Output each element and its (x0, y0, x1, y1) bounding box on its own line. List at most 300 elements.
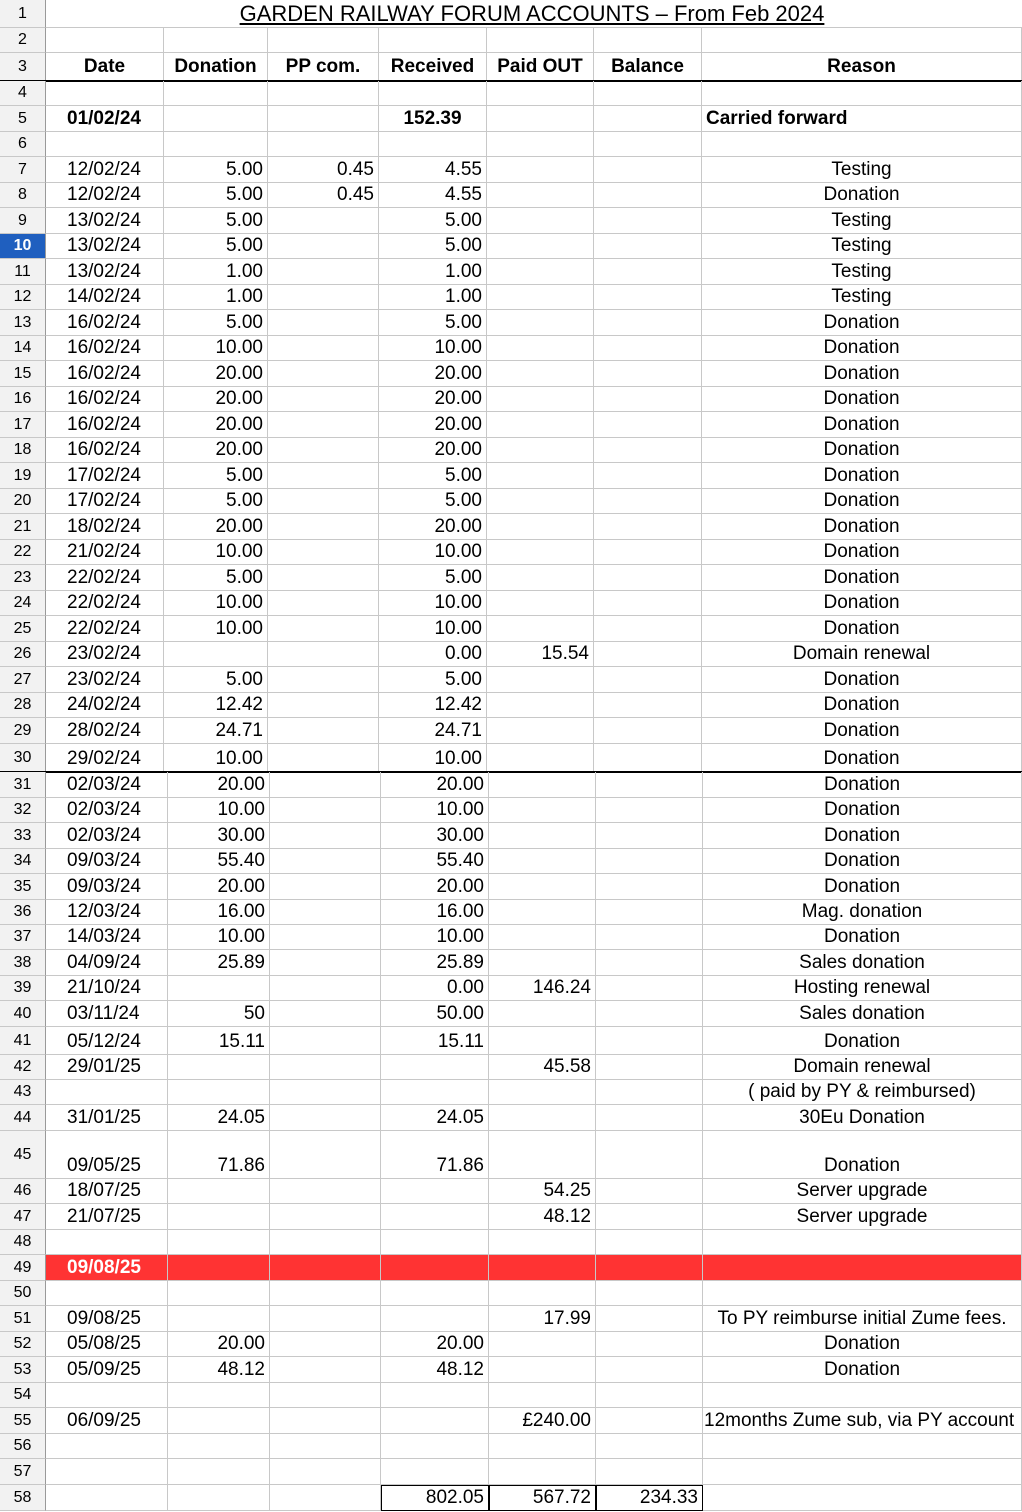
cell-date[interactable]: 06/09/25 (46, 1408, 168, 1434)
row-header[interactable]: 18 (0, 438, 46, 463)
row-header[interactable]: 44 (0, 1105, 46, 1131)
cell-pp-com[interactable] (268, 514, 379, 540)
cell-reason[interactable]: Donation (703, 1027, 1022, 1055)
cell-donation[interactable]: 12.42 (164, 693, 268, 718)
cell-received[interactable]: 10.00 (379, 591, 487, 616)
cell-paid-out[interactable]: 17.99 (489, 1306, 596, 1332)
cell-donation[interactable] (164, 81, 268, 106)
cell-date[interactable]: 28/02/24 (46, 718, 164, 744)
cell-reason[interactable]: Carried forward (702, 106, 1022, 132)
cell-received[interactable] (381, 1204, 489, 1230)
cell-date[interactable]: 14/02/24 (46, 285, 164, 310)
cell-pp-com[interactable] (268, 132, 379, 157)
row-header[interactable]: 21 (0, 514, 46, 540)
cell-balance[interactable] (594, 616, 702, 642)
cell-pp-com[interactable] (270, 925, 381, 950)
cell-date[interactable]: 16/02/24 (46, 438, 164, 463)
cell-donation[interactable]: 20.00 (168, 772, 270, 798)
row-header[interactable]: 22 (0, 540, 46, 565)
cell-paid-out[interactable] (489, 925, 596, 950)
cell-date[interactable]: 16/02/24 (46, 310, 164, 336)
row-header[interactable]: 52 (0, 1332, 46, 1357)
row-header[interactable]: 49 (0, 1255, 46, 1281)
cell-pp-com[interactable]: 0.45 (268, 183, 379, 208)
cell-donation[interactable]: 20.00 (164, 412, 268, 438)
cell-date[interactable]: 17/02/24 (46, 463, 164, 489)
cell-pp-com[interactable] (270, 1027, 381, 1055)
cell-paid-out[interactable] (489, 1383, 596, 1408)
cell-reason[interactable]: Donation (702, 565, 1022, 591)
cell-pp-com[interactable] (270, 1408, 381, 1434)
cell-received[interactable] (381, 1080, 489, 1105)
cell-balance[interactable] (594, 0, 702, 28)
cell-paid-out[interactable] (487, 718, 594, 744)
cell-reason[interactable]: Donation (702, 387, 1022, 412)
cell-date[interactable]: 16/02/24 (46, 361, 164, 387)
cell-pp-com[interactable] (268, 336, 379, 361)
cell-donation[interactable]: 10.00 (168, 925, 270, 950)
cell-pp-com[interactable] (268, 285, 379, 310)
cell-received[interactable]: 10.00 (379, 744, 487, 772)
cell-received[interactable]: 10.00 (379, 336, 487, 361)
cell-received[interactable]: 20.00 (379, 412, 487, 438)
row-header[interactable]: 50 (0, 1281, 46, 1306)
cell-pp-com[interactable] (268, 0, 379, 28)
cell-balance[interactable] (594, 591, 702, 616)
row-header[interactable]: 4 (0, 81, 46, 106)
row-header[interactable]: 31 (0, 772, 46, 798)
cell-received[interactable]: 802.05 (381, 1485, 489, 1511)
cell-balance[interactable] (594, 28, 702, 53)
row-header[interactable]: 19 (0, 463, 46, 489)
cell-balance[interactable] (594, 387, 702, 412)
cell-paid-out[interactable] (489, 1281, 596, 1306)
cell-date[interactable] (46, 1485, 168, 1511)
cell-reason[interactable]: Testing (702, 259, 1022, 285)
cell-date[interactable]: 04/09/24 (46, 950, 168, 976)
cell-donation[interactable] (168, 1408, 270, 1434)
cell-pp-com[interactable] (270, 1204, 381, 1230)
cell-donation[interactable] (164, 0, 268, 28)
row-header[interactable]: 20 (0, 489, 46, 514)
cell-paid-out[interactable] (489, 1434, 596, 1459)
cell-donation[interactable] (168, 1434, 270, 1459)
cell-balance[interactable] (594, 489, 702, 514)
cell-date[interactable] (46, 1080, 168, 1105)
row-header[interactable]: 36 (0, 900, 46, 925)
cell-paid-out[interactable] (489, 1255, 596, 1281)
cell-paid-out[interactable] (487, 259, 594, 285)
cell-date[interactable]: 24/02/24 (46, 693, 164, 718)
cell-paid-out[interactable] (489, 1001, 596, 1027)
cell-paid-out[interactable] (487, 157, 594, 183)
cell-paid-out[interactable] (489, 849, 596, 874)
cell-reason[interactable] (703, 1485, 1022, 1511)
cell-reason[interactable]: Donation (702, 183, 1022, 208)
cell-date[interactable]: 23/02/24 (46, 642, 164, 667)
cell-paid-out[interactable]: 146.24 (489, 976, 596, 1001)
cell-donation[interactable] (168, 1306, 270, 1332)
cell-reason[interactable]: Domain renewal (703, 1055, 1022, 1080)
cell-reason[interactable]: Donation (702, 540, 1022, 565)
row-header[interactable]: 40 (0, 1001, 46, 1027)
cell-date[interactable] (46, 0, 164, 28)
cell-pp-com[interactable] (270, 798, 381, 823)
cell-date[interactable]: Date (46, 53, 164, 81)
cell-paid-out[interactable] (487, 565, 594, 591)
cell-date[interactable]: 12/02/24 (46, 183, 164, 208)
cell-date[interactable]: 31/01/25 (46, 1105, 168, 1131)
cell-donation[interactable] (168, 1383, 270, 1408)
cell-balance[interactable] (594, 540, 702, 565)
cell-donation[interactable] (164, 132, 268, 157)
row-header[interactable]: 13 (0, 310, 46, 336)
cell-paid-out[interactable] (487, 0, 594, 28)
cell-received[interactable]: 5.00 (379, 667, 487, 693)
cell-balance[interactable] (596, 1332, 703, 1357)
cell-balance[interactable] (594, 412, 702, 438)
cell-received[interactable]: 55.40 (381, 849, 489, 874)
cell-reason[interactable]: Donation (702, 667, 1022, 693)
cell-balance[interactable] (596, 1383, 703, 1408)
cell-pp-com[interactable] (270, 1281, 381, 1306)
cell-balance[interactable] (594, 514, 702, 540)
row-header[interactable]: 6 (0, 132, 46, 157)
cell-reason[interactable] (702, 0, 1022, 28)
cell-reason[interactable]: Donation (703, 1357, 1022, 1383)
cell-paid-out[interactable]: 45.58 (489, 1055, 596, 1080)
cell-paid-out[interactable] (487, 463, 594, 489)
cell-balance[interactable]: Balance (594, 53, 702, 81)
cell-balance[interactable] (596, 1001, 703, 1027)
cell-paid-out[interactable] (487, 489, 594, 514)
cell-donation[interactable] (168, 1255, 270, 1281)
row-header[interactable]: 5 (0, 106, 46, 132)
cell-date[interactable]: 02/03/24 (46, 823, 168, 849)
row-header[interactable]: 56 (0, 1434, 46, 1459)
cell-date[interactable]: 21/10/24 (46, 976, 168, 1001)
cell-balance[interactable] (594, 106, 702, 132)
cell-balance[interactable] (596, 1105, 703, 1131)
cell-paid-out[interactable]: £240.00 (489, 1408, 596, 1434)
cell-donation[interactable]: 10.00 (164, 540, 268, 565)
cell-balance[interactable] (594, 667, 702, 693)
cell-received[interactable]: 20.00 (381, 874, 489, 900)
cell-pp-com[interactable] (268, 718, 379, 744)
cell-date[interactable]: 09/08/25 (46, 1306, 168, 1332)
cell-reason[interactable]: Donation (702, 412, 1022, 438)
cell-balance[interactable] (594, 81, 702, 106)
cell-pp-com[interactable] (270, 1255, 381, 1281)
cell-paid-out[interactable] (487, 540, 594, 565)
cell-pp-com[interactable] (270, 823, 381, 849)
cell-balance[interactable] (596, 1281, 703, 1306)
cell-date[interactable]: 09/08/25 (46, 1255, 168, 1281)
cell-received[interactable]: 1.00 (379, 259, 487, 285)
cell-balance[interactable] (596, 1027, 703, 1055)
cell-reason[interactable]: Donation (703, 849, 1022, 874)
cell-date[interactable]: 18/07/25 (46, 1179, 168, 1204)
cell-date[interactable] (46, 28, 164, 53)
cell-balance[interactable] (596, 1080, 703, 1105)
cell-pp-com[interactable] (270, 849, 381, 874)
cell-received[interactable]: 20.00 (379, 514, 487, 540)
row-header[interactable]: 37 (0, 925, 46, 950)
cell-reason[interactable]: Donation (703, 823, 1022, 849)
cell-reason[interactable]: Sales donation (703, 1001, 1022, 1027)
cell-received[interactable]: 0.00 (379, 642, 487, 667)
row-header[interactable]: 10 (0, 234, 46, 259)
cell-received[interactable]: 50.00 (381, 1001, 489, 1027)
cell-date[interactable]: 29/02/24 (46, 744, 164, 772)
cell-reason[interactable] (703, 1383, 1022, 1408)
cell-paid-out[interactable] (487, 591, 594, 616)
cell-received[interactable] (381, 1459, 489, 1485)
cell-paid-out[interactable] (487, 693, 594, 718)
cell-balance[interactable] (594, 463, 702, 489)
cell-pp-com[interactable] (268, 259, 379, 285)
cell-reason[interactable]: Testing (702, 208, 1022, 234)
row-header[interactable]: 39 (0, 976, 46, 1001)
cell-donation[interactable]: 5.00 (164, 234, 268, 259)
cell-date[interactable]: 05/08/25 (46, 1332, 168, 1357)
cell-pp-com[interactable] (270, 1179, 381, 1204)
cell-reason[interactable]: Donation (702, 514, 1022, 540)
cell-pp-com[interactable] (270, 1055, 381, 1080)
cell-reason[interactable]: To PY reimburse initial Zume fees. (703, 1306, 1022, 1332)
cell-reason[interactable]: Sales donation (703, 950, 1022, 976)
cell-received[interactable] (379, 28, 487, 53)
row-header[interactable]: 53 (0, 1357, 46, 1383)
cell-paid-out[interactable] (489, 1332, 596, 1357)
cell-balance[interactable] (596, 823, 703, 849)
cell-reason[interactable]: Testing (702, 157, 1022, 183)
cell-received[interactable] (381, 1408, 489, 1434)
cell-donation[interactable] (168, 1459, 270, 1485)
cell-paid-out[interactable] (489, 950, 596, 976)
cell-donation[interactable]: 15.11 (168, 1027, 270, 1055)
row-header[interactable]: 1 (0, 0, 46, 28)
cell-date[interactable]: 17/02/24 (46, 489, 164, 514)
cell-paid-out[interactable] (487, 412, 594, 438)
row-header[interactable]: 15 (0, 361, 46, 387)
cell-donation[interactable]: 1.00 (164, 259, 268, 285)
cell-reason[interactable]: Donation (702, 744, 1022, 772)
cell-received[interactable] (381, 1230, 489, 1255)
cell-received[interactable]: 5.00 (379, 565, 487, 591)
cell-paid-out[interactable] (489, 900, 596, 925)
cell-pp-com[interactable] (268, 28, 379, 53)
cell-balance[interactable] (594, 744, 702, 772)
cell-pp-com[interactable] (270, 1459, 381, 1485)
cell-received[interactable] (381, 1179, 489, 1204)
cell-balance[interactable] (596, 925, 703, 950)
cell-pp-com[interactable] (270, 1080, 381, 1105)
cell-balance[interactable] (594, 132, 702, 157)
cell-date[interactable] (46, 1230, 168, 1255)
cell-date[interactable]: 02/03/24 (46, 772, 168, 798)
cell-reason[interactable]: Donation (702, 336, 1022, 361)
cell-pp-com[interactable] (268, 616, 379, 642)
row-header[interactable]: 48 (0, 1230, 46, 1255)
row-header[interactable]: 41 (0, 1027, 46, 1055)
cell-date[interactable]: 05/09/25 (46, 1357, 168, 1383)
cell-date[interactable]: 03/11/24 (46, 1001, 168, 1027)
cell-donation[interactable]: 20.00 (164, 438, 268, 463)
cell-balance[interactable] (596, 976, 703, 1001)
cell-received[interactable]: 5.00 (379, 489, 487, 514)
cell-reason[interactable]: Domain renewal (702, 642, 1022, 667)
cell-balance[interactable] (596, 950, 703, 976)
cell-received[interactable]: 20.00 (379, 387, 487, 412)
cell-pp-com[interactable] (268, 438, 379, 463)
cell-balance[interactable] (596, 1357, 703, 1383)
cell-donation[interactable]: 24.71 (164, 718, 268, 744)
cell-received[interactable]: 48.12 (381, 1357, 489, 1383)
cell-pp-com[interactable] (270, 1001, 381, 1027)
cell-balance[interactable] (596, 900, 703, 925)
cell-date[interactable]: 09/03/24 (46, 849, 168, 874)
row-header[interactable]: 43 (0, 1080, 46, 1105)
cell-donation[interactable]: 10.00 (164, 616, 268, 642)
row-header[interactable]: 29 (0, 718, 46, 744)
cell-reason[interactable]: Testing (702, 234, 1022, 259)
cell-date[interactable] (46, 1383, 168, 1408)
cell-received[interactable] (379, 0, 487, 28)
cell-balance[interactable] (596, 1306, 703, 1332)
cell-received[interactable] (379, 81, 487, 106)
cell-reason[interactable] (702, 132, 1022, 157)
cell-donation[interactable] (164, 28, 268, 53)
cell-date[interactable]: 21/02/24 (46, 540, 164, 565)
cell-date[interactable]: 12/03/24 (46, 900, 168, 925)
cell-received[interactable]: 5.00 (379, 234, 487, 259)
cell-date[interactable]: 16/02/24 (46, 412, 164, 438)
cell-balance[interactable] (594, 285, 702, 310)
cell-paid-out[interactable] (487, 285, 594, 310)
cell-pp-com[interactable] (268, 489, 379, 514)
cell-balance[interactable] (596, 1179, 703, 1204)
cell-received[interactable]: 4.55 (379, 157, 487, 183)
cell-reason[interactable]: Donation (702, 489, 1022, 514)
cell-reason[interactable]: Donation (702, 310, 1022, 336)
cell-balance[interactable] (594, 336, 702, 361)
cell-reason[interactable]: Donation (703, 1332, 1022, 1357)
cell-received[interactable] (381, 1281, 489, 1306)
cell-pp-com[interactable] (268, 412, 379, 438)
row-header[interactable]: 42 (0, 1055, 46, 1080)
row-header[interactable]: 28 (0, 693, 46, 718)
cell-received[interactable]: 5.00 (379, 463, 487, 489)
cell-donation[interactable]: 5.00 (164, 667, 268, 693)
cell-received[interactable]: 30.00 (381, 823, 489, 849)
cell-balance[interactable] (596, 1459, 703, 1485)
row-header[interactable]: 32 (0, 798, 46, 823)
cell-pp-com[interactable] (270, 900, 381, 925)
cell-paid-out[interactable] (489, 1357, 596, 1383)
cell-balance[interactable] (596, 849, 703, 874)
cell-donation[interactable]: 10.00 (164, 336, 268, 361)
cell-date[interactable]: 22/02/24 (46, 616, 164, 642)
cell-balance[interactable]: 234.33 (596, 1485, 703, 1511)
cell-pp-com[interactable] (270, 1332, 381, 1357)
cell-balance[interactable] (594, 718, 702, 744)
cell-donation[interactable]: 5.00 (164, 157, 268, 183)
cell-balance[interactable] (594, 361, 702, 387)
cell-reason[interactable]: Donation (702, 591, 1022, 616)
cell-paid-out[interactable]: 54.25 (489, 1179, 596, 1204)
cell-reason[interactable]: 12months Zume sub, via PY account (703, 1408, 1022, 1434)
cell-donation[interactable]: 20.00 (164, 361, 268, 387)
cell-reason[interactable]: Reason (702, 53, 1022, 81)
cell-reason[interactable]: Server upgrade (703, 1204, 1022, 1230)
cell-pp-com[interactable] (270, 1230, 381, 1255)
row-header[interactable]: 11 (0, 259, 46, 285)
cell-received[interactable]: 10.00 (381, 925, 489, 950)
row-header[interactable]: 2 (0, 28, 46, 53)
row-header[interactable]: 45 (0, 1131, 46, 1179)
cell-balance[interactable] (594, 310, 702, 336)
cell-date[interactable]: 22/02/24 (46, 565, 164, 591)
cell-reason[interactable] (703, 1459, 1022, 1485)
cell-pp-com[interactable] (268, 591, 379, 616)
cell-paid-out[interactable] (487, 361, 594, 387)
cell-donation[interactable]: 1.00 (164, 285, 268, 310)
cell-pp-com[interactable] (268, 310, 379, 336)
cell-reason[interactable] (702, 81, 1022, 106)
row-header[interactable]: 47 (0, 1204, 46, 1230)
cell-donation[interactable]: 20.00 (168, 1332, 270, 1357)
cell-date[interactable]: 13/02/24 (46, 259, 164, 285)
cell-date[interactable] (46, 1281, 168, 1306)
cell-reason[interactable]: ( paid by PY & reimbursed) (703, 1080, 1022, 1105)
cell-reason[interactable]: Hosting renewal (703, 976, 1022, 1001)
row-header[interactable]: 33 (0, 823, 46, 849)
cell-paid-out[interactable] (487, 514, 594, 540)
cell-pp-com[interactable] (268, 208, 379, 234)
cell-paid-out[interactable] (489, 1080, 596, 1105)
cell-reason[interactable] (703, 1230, 1022, 1255)
cell-received[interactable]: 10.00 (381, 798, 489, 823)
cell-pp-com[interactable] (268, 106, 379, 132)
cell-paid-out[interactable] (487, 132, 594, 157)
cell-received[interactable]: 4.55 (379, 183, 487, 208)
cell-date[interactable]: 12/02/24 (46, 157, 164, 183)
cell-date[interactable] (46, 132, 164, 157)
cell-paid-out[interactable] (489, 1027, 596, 1055)
cell-pp-com[interactable]: PP com. (268, 53, 379, 81)
cell-donation[interactable] (168, 1281, 270, 1306)
cell-date[interactable]: 29/01/25 (46, 1055, 168, 1080)
cell-balance[interactable] (596, 1055, 703, 1080)
row-header[interactable]: 57 (0, 1459, 46, 1485)
cell-balance[interactable] (594, 208, 702, 234)
row-header[interactable]: 34 (0, 849, 46, 874)
cell-donation[interactable]: 10.00 (164, 744, 268, 772)
cell-received[interactable]: 12.42 (379, 693, 487, 718)
cell-balance[interactable] (596, 1408, 703, 1434)
cell-paid-out[interactable] (487, 744, 594, 772)
cell-reason[interactable]: Donation (703, 798, 1022, 823)
row-header[interactable]: 17 (0, 412, 46, 438)
cell-received[interactable]: 16.00 (381, 900, 489, 925)
cell-received[interactable] (379, 132, 487, 157)
cell-date[interactable]: 18/02/24 (46, 514, 164, 540)
row-header[interactable]: 9 (0, 208, 46, 234)
cell-balance[interactable] (594, 565, 702, 591)
cell-donation[interactable]: 20.00 (164, 514, 268, 540)
cell-paid-out[interactable] (487, 208, 594, 234)
